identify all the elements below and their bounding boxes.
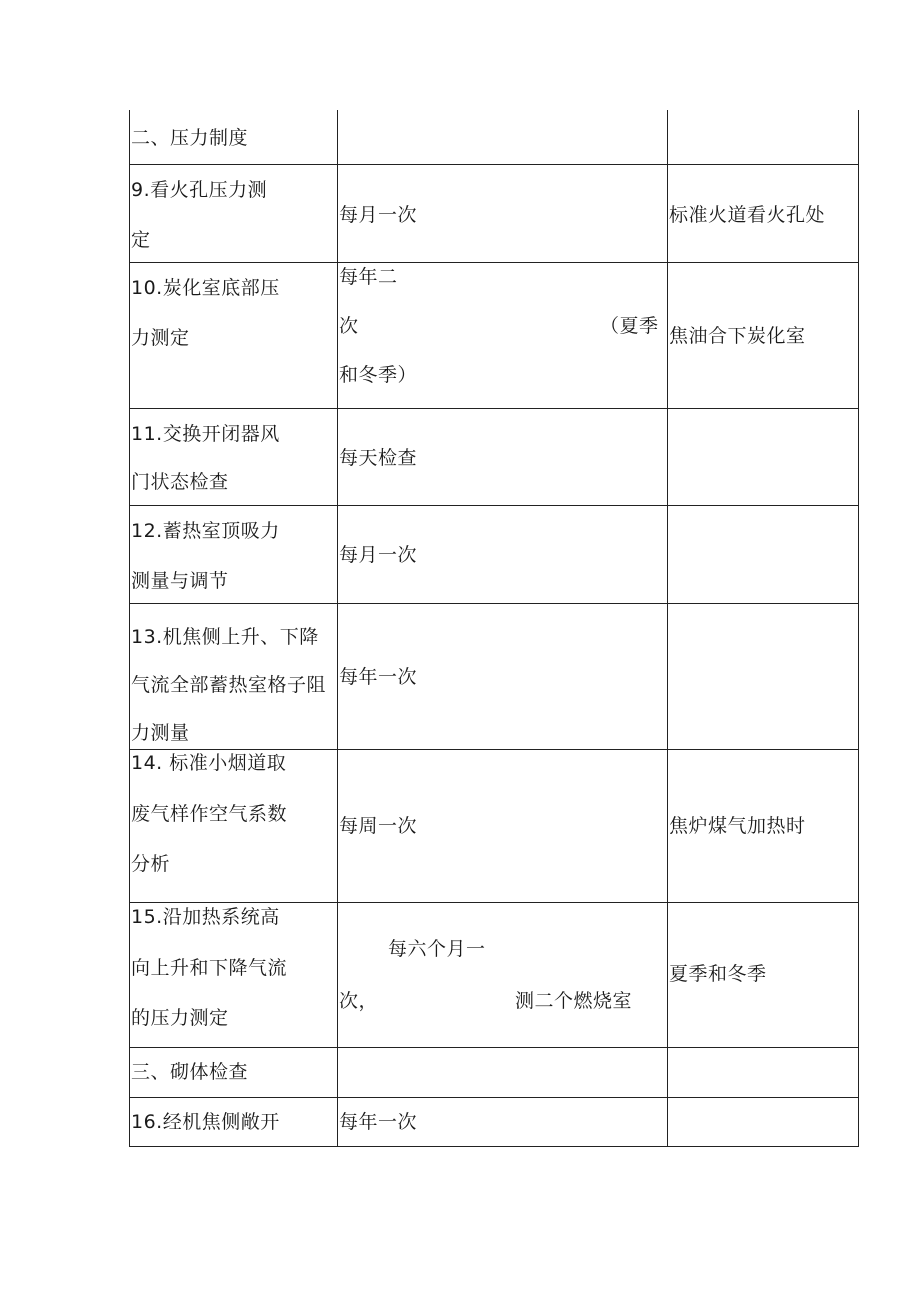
column-divider-2 <box>667 110 668 1147</box>
frequency-cell: 每月一次 <box>339 544 418 566</box>
item-cell-line: 废气样作空气系数 <box>131 803 288 825</box>
item-cell-line: 定 <box>131 229 151 251</box>
frequency-cell-line: 每六个月一 <box>388 938 486 960</box>
row-divider <box>129 1047 859 1048</box>
section-heading-pressure: 二、压力制度 <box>131 127 249 149</box>
row-divider <box>129 505 859 506</box>
frequency-cell: 每年一次 <box>339 1111 418 1133</box>
table-border-right <box>858 110 859 1147</box>
item-cell-line: 15.沿加热系统高 <box>131 906 280 928</box>
row-divider <box>129 1097 859 1098</box>
item-cell-line: 13.机焦侧上升、下降 <box>131 626 319 648</box>
location-cell: 焦油合下炭化室 <box>669 325 806 347</box>
item-cell-line: 测量与调节 <box>131 570 229 592</box>
frequency-cell-line: 次 <box>339 315 359 337</box>
frequency-cell: 每周一次 <box>339 815 418 837</box>
frequency-cell: 每天检查 <box>339 447 418 469</box>
table-border-bottom <box>129 1146 859 1147</box>
row-divider <box>129 749 859 750</box>
frequency-cell-line: （夏季 <box>600 315 659 337</box>
item-cell-line: 9.看火孔压力测 <box>131 179 268 201</box>
item-cell-line: 气流全部蓄热室格子阻 <box>131 674 327 696</box>
frequency-cell-line: 测二个燃烧室 <box>515 990 633 1012</box>
item-cell-line: 力测量 <box>131 722 190 744</box>
location-cell: 标准火道看火孔处 <box>669 204 826 226</box>
table-border-left <box>129 110 130 1147</box>
frequency-cell-line: 和冬季） <box>339 364 418 386</box>
column-divider-1 <box>337 110 338 1147</box>
row-divider <box>129 408 859 409</box>
row-divider <box>129 902 859 903</box>
item-cell-line: 力测定 <box>131 327 190 349</box>
item-cell-line: 的压力测定 <box>131 1007 229 1029</box>
row-divider <box>129 262 859 263</box>
frequency-cell-line: 每年二 <box>339 266 398 288</box>
item-cell-line: 12.蓄热室顶吸力 <box>131 520 280 542</box>
location-cell: 夏季和冬季 <box>669 963 767 985</box>
item-cell-line: 门状态检查 <box>131 471 229 493</box>
row-divider <box>129 603 859 604</box>
section-heading-masonry: 三、砌体检查 <box>131 1061 249 1083</box>
item-cell-line: 10.炭化室底部压 <box>131 277 280 299</box>
frequency-cell: 每年一次 <box>339 666 418 688</box>
item-cell-line: 14. 标准小烟道取 <box>131 752 287 774</box>
item-cell-line: 16.经机焦侧敞开 <box>131 1111 280 1133</box>
item-cell-line: 向上升和下降气流 <box>131 957 288 979</box>
location-cell: 焦炉煤气加热时 <box>669 815 806 837</box>
item-cell-line: 分析 <box>131 853 171 875</box>
frequency-cell-line: 次， <box>339 990 379 1012</box>
row-divider <box>129 164 859 165</box>
frequency-cell: 每月一次 <box>339 204 418 226</box>
item-cell-line: 11.交换开闭器风 <box>131 423 280 445</box>
